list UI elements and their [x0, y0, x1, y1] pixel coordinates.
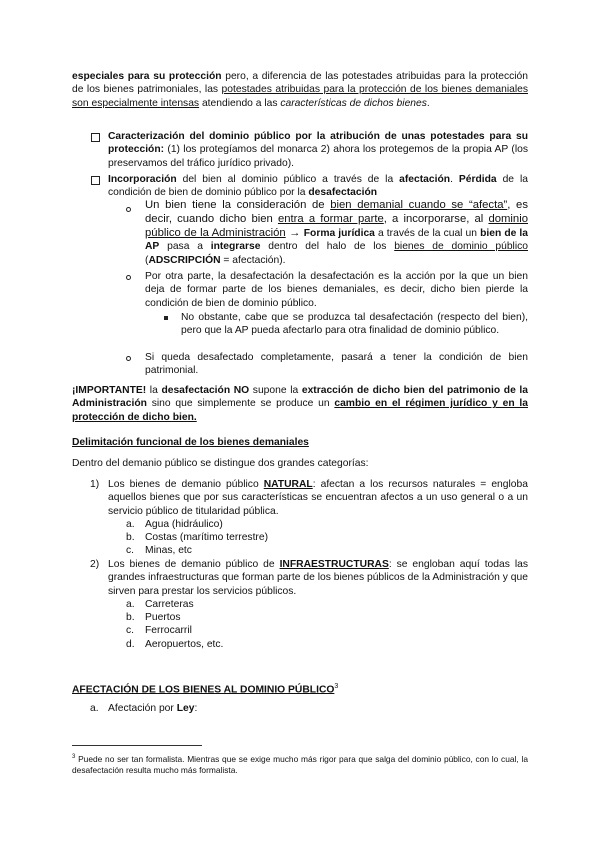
intro-italic: características de dichos bienes — [280, 97, 427, 109]
important-bold-2: desafectación NO — [161, 385, 250, 396]
list2-keyword: INFRAESTRUCTURAS — [279, 559, 389, 570]
list-marker: b. — [126, 612, 135, 623]
circle-bullet-icon — [126, 207, 131, 212]
bullet1-text: (1) los protegíamos del monarca 2) ahora los protegemos de la propia AP (los preservamos del tráfico jurídico privado). — [108, 144, 528, 169]
sub1-text-1: Un bien tiene la consideración de — [145, 199, 331, 211]
list-item: Minas, etc — [145, 545, 192, 556]
bullet2-bold-4: desafectación — [308, 187, 378, 199]
sub-item-desafectado: Si queda desafectado completamente, pasará a tener la condición de bien patrimonial. — [145, 352, 528, 377]
footnote-number: 3 — [72, 754, 76, 760]
list-marker: c. — [126, 545, 135, 556]
list-marker: d. — [126, 639, 135, 650]
important-paragraph — [72, 384, 528, 424]
important-bold-underlined: cambio en el régimen jurídico y en la protección de dicho bien. — [72, 398, 528, 423]
intro-paragraph — [72, 70, 528, 110]
sub1-bold-1: Forma jurídica — [303, 227, 375, 239]
list1-text-2: : afectan a los recursos naturales = engloba aquellos bienes que por sus características se encuentran afectos a un uso general o a un servicio público de titularidad pública. — [108, 479, 528, 517]
list-item: Agua (hidráulico) — [145, 519, 223, 530]
important-text-3: sino que simplemente se produce un — [146, 398, 335, 410]
list-marker: a. — [126, 599, 135, 610]
list-item-afectacion-ley — [108, 702, 197, 715]
list-item-natural — [108, 478, 528, 518]
square-bullet-icon — [164, 316, 168, 320]
bullet2-bold-1: Incorporación — [108, 174, 177, 185]
list2-text-2: : se engloban aquí todas las grandes infraestructuras que forman parte de los bienes públicos de la Administración y que sirven para prestar los servicios públicos. — [108, 559, 528, 597]
sub1-underlined-4: bienes de dominio público — [394, 241, 529, 253]
list-item: Carreteras — [145, 599, 194, 610]
bullet2-bold-2: afectación — [399, 174, 451, 185]
intro-categorias: Dentro del demanio público se distingue dos grandes categorías: — [72, 458, 369, 469]
list1-text-1: Los bienes de demanio público — [108, 479, 264, 490]
list-marker: b. — [126, 532, 135, 543]
sub1-bold-4: ADSCRIPCIÓN — [148, 255, 221, 267]
list-item: Ferrocarril — [145, 625, 192, 636]
list-marker: c. — [126, 625, 135, 636]
bullet2-text-1: del bien al dominio público a través de la — [176, 174, 400, 185]
list2-text-1: Los bienes de demanio público de — [108, 559, 280, 570]
sub-sub-item-no-obstante: No obstante, cabe que se produzca tal desafectación (respecto del bien), pero que la AP pueda afectarlo para otra finalidad de dominio público. — [181, 312, 528, 337]
checkbox-bullet-icon — [91, 176, 100, 185]
sub-item-desafectacion: Por otra parte, la desafectación la desafectación es la acción por la que un bien deja de formar parte de los bienes demaniales, es decir, dicho bien pierde la condición de bien de dominio público. — [145, 271, 528, 309]
intro-text-2: atendiendo a las — [199, 97, 281, 109]
footnote-separator — [72, 745, 202, 746]
intro-text-3: . — [426, 97, 430, 109]
bullet2-text-2: . — [450, 174, 459, 185]
heading2-text: AFECTACIÓN DE LOS BIENES AL DOMINIO PÚBLICO — [72, 684, 335, 696]
section-heading-afectacion — [72, 680, 528, 697]
list-number-1: 1) — [90, 479, 100, 490]
sub1-underlined-2: entra a formar parte — [277, 212, 384, 225]
list-item: Costas (marítimo terrestre) — [145, 532, 269, 543]
bullet-caracterizacion — [108, 130, 528, 170]
list-item: Aeropuertos, etc. — [145, 639, 224, 650]
sub-item-afectacion — [145, 199, 528, 268]
important-bold-3: extracción de dicho bien del patrimonio de la Administración — [72, 385, 528, 410]
list-number-2: 2) — [90, 559, 100, 570]
circle-bullet-icon — [126, 356, 131, 361]
intro-underlined: potestades atribuidas para la protección de los bienes demaniales son especialmente intensas — [72, 84, 528, 109]
sub1-text-4: a través de la cual un — [374, 227, 481, 239]
list1-keyword: NATURAL — [263, 479, 313, 490]
item-a-text-2: : — [194, 703, 198, 714]
sub1-text-2: , es decir, cuando dicho bien — [145, 199, 528, 225]
intro-bold-lead: especiales para su protección — [72, 71, 222, 82]
footnote — [72, 752, 528, 777]
sub1-arrow: → — [285, 226, 304, 239]
list-item-infraestructuras — [108, 558, 528, 598]
sub1-bold-3: integrarse — [210, 241, 261, 253]
item-a-bold: Ley — [176, 703, 195, 714]
list-marker: a. — [126, 519, 135, 530]
important-text-1: la — [146, 385, 162, 396]
important-label: ¡IMPORTANTE! — [72, 385, 147, 396]
footnote-text: Puede no ser tan formalista. Mientras que se exige mucho más rigor para que salga del dominio público, con lo cual, la desafectación resulta mucho más formalista. — [72, 753, 528, 776]
list-item: Puertos — [145, 612, 181, 623]
circle-bullet-icon — [126, 275, 131, 280]
sub1-underlined-1: bien demanial cuando se “afecta” — [330, 199, 508, 211]
sub1-bold-2: bien de la AP — [145, 227, 529, 253]
item-a-text-1: Afectación por — [108, 703, 177, 714]
section-heading-delimitacion: Delimitación funcional de los bienes demaniales — [72, 437, 309, 448]
footnote-ref: 3 — [334, 683, 339, 690]
sub1-text-3: , a incorporarse, al — [383, 212, 489, 225]
important-text-2: supone la — [249, 385, 302, 396]
bullet1-bold: Caracterización del dominio público por la atribución de unas potestades para su protección: — [108, 131, 528, 156]
checkbox-bullet-icon — [91, 133, 100, 142]
bullet2-bold-3: Pérdida — [458, 174, 497, 185]
sub1-text-8: = afectación). — [220, 255, 286, 267]
bullet2-text-3: de la condición de bien de dominio público por la — [108, 174, 528, 199]
sub1-text-7: ( — [145, 255, 149, 267]
list-marker: a. — [90, 703, 99, 714]
sub1-underlined-3: dominio público de la Administración — [145, 212, 528, 239]
sub1-text-6: dentro del halo de los — [260, 241, 395, 253]
bullet-incorporacion — [108, 173, 528, 200]
sub1-text-5: pasa a — [159, 241, 211, 253]
intro-text-1: pero, a diferencia de las potestades atribuidas para la protección de los bienes patrimoniales, las — [72, 71, 528, 96]
